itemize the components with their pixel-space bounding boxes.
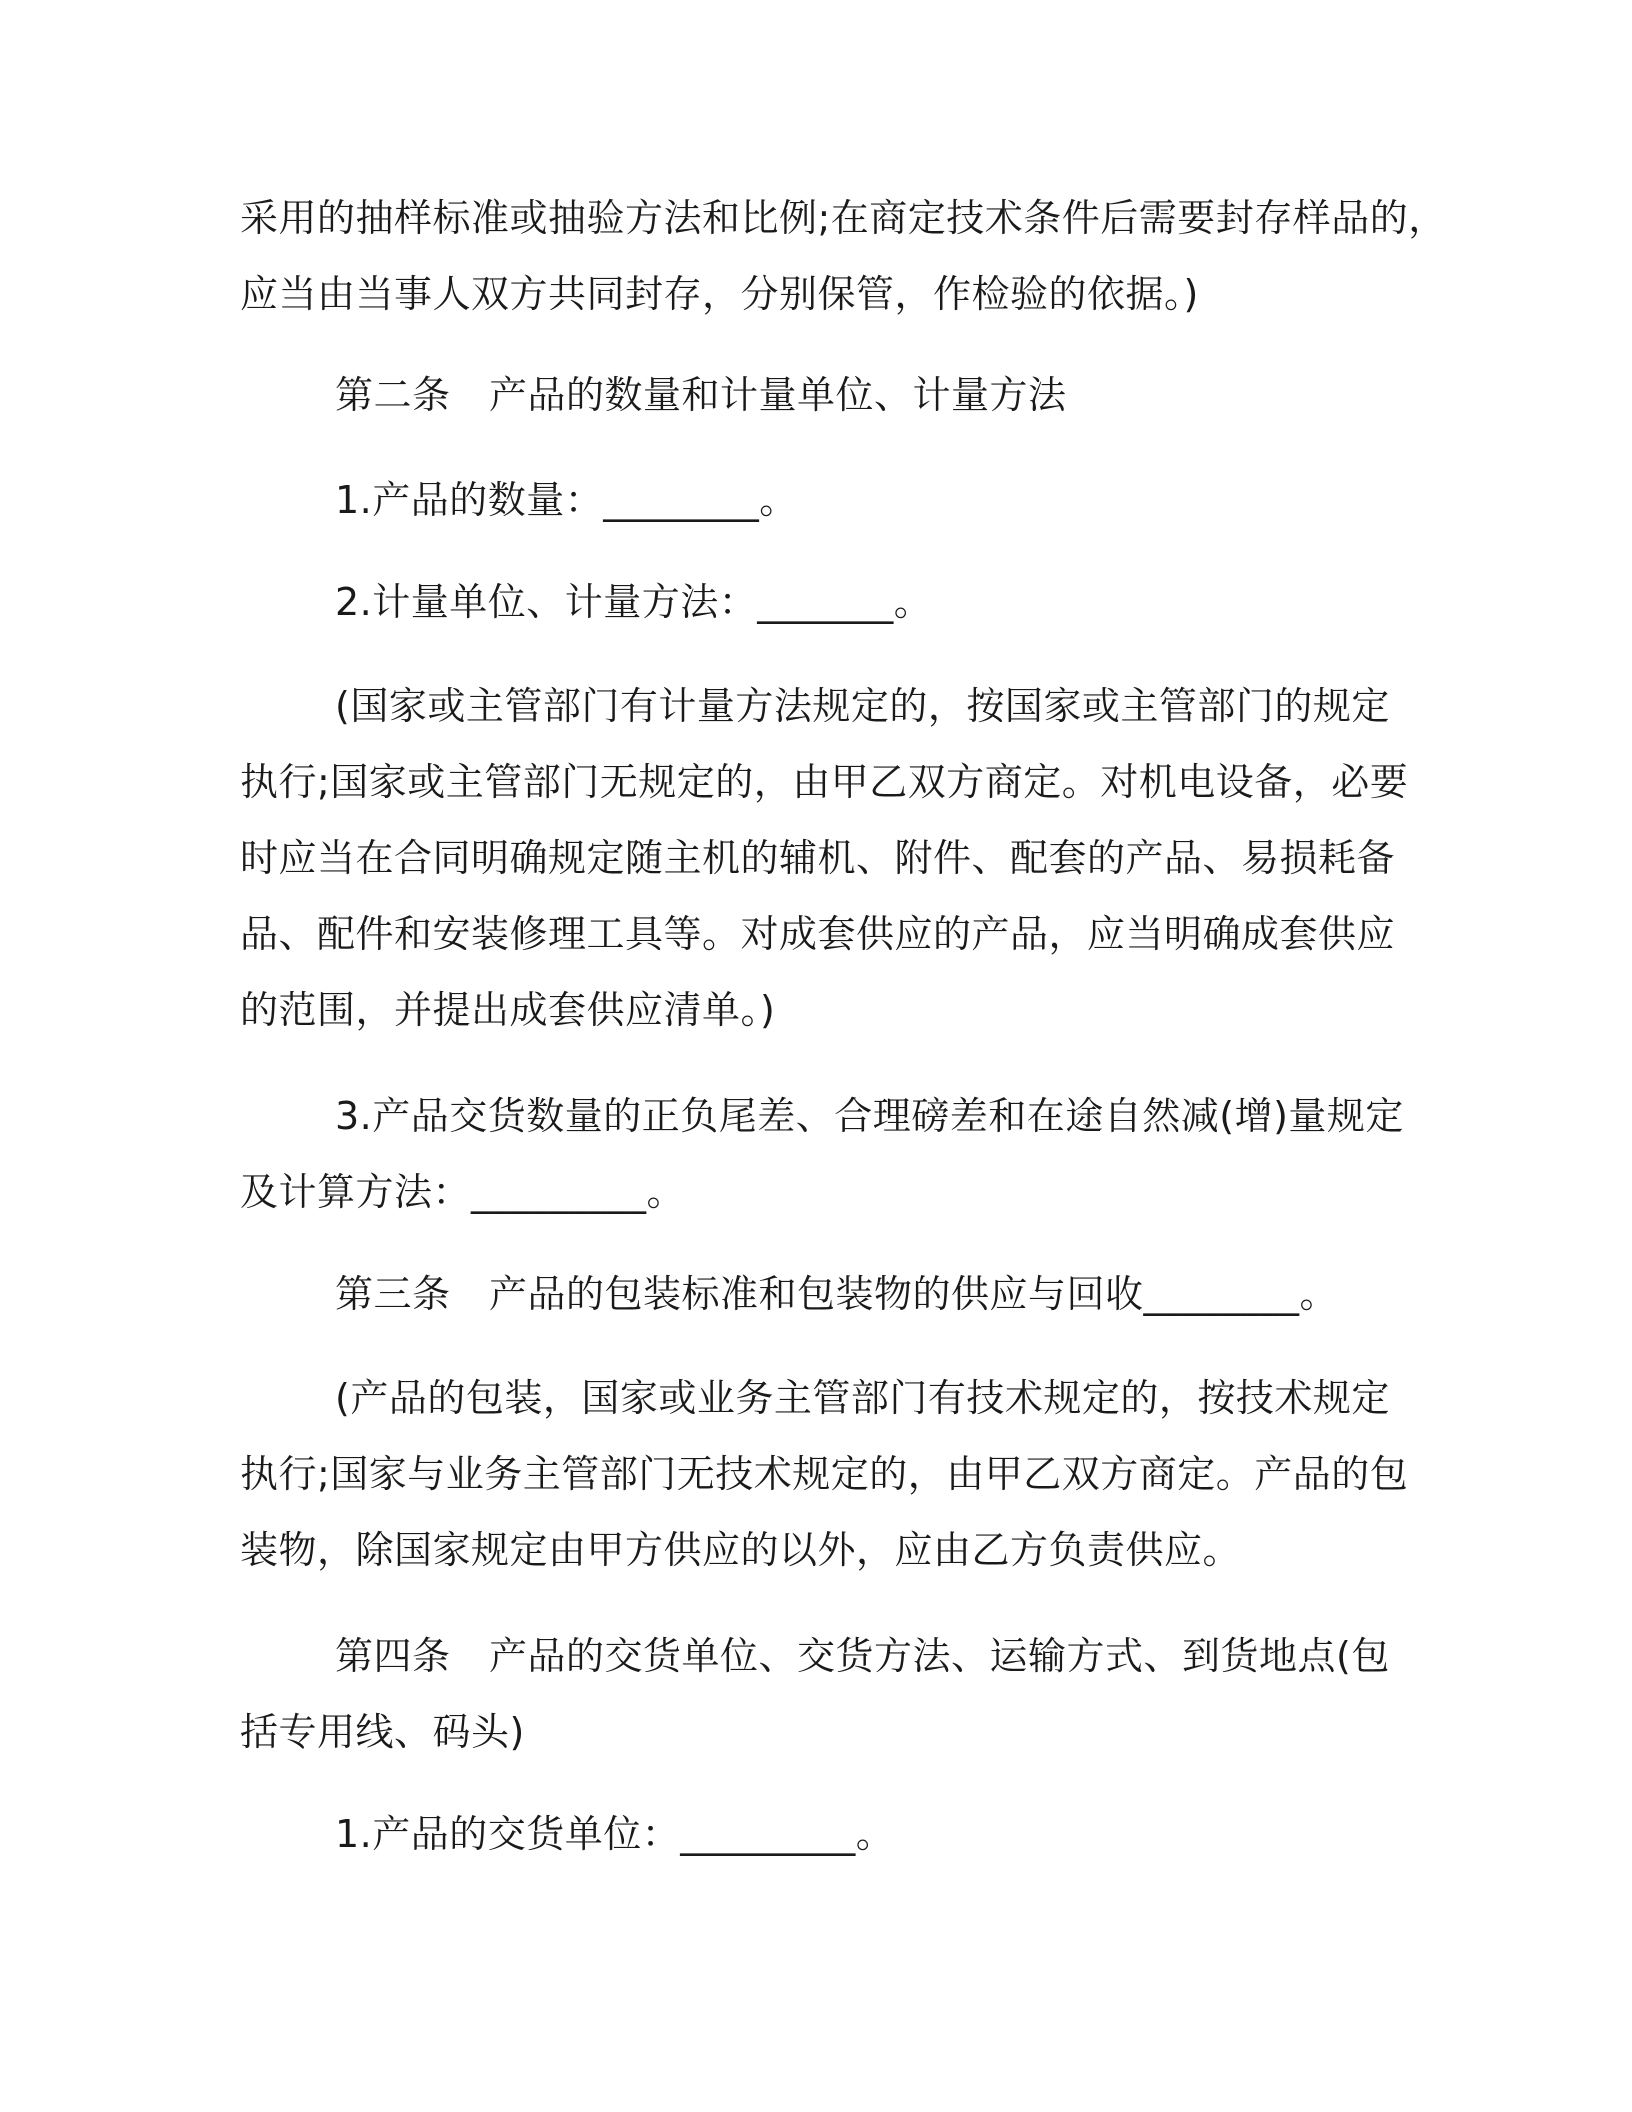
section-heading: 第二条 产品的数量和计量单位、计量方法 — [335, 373, 1067, 417]
text-line: 1.产品的交货单位：_________。 — [335, 1812, 895, 1856]
section-heading: 第四条 产品的交货单位、交货方法、运输方式、到货地点(包 — [335, 1634, 1390, 1678]
text-line: 采用的抽样标准或抽验方法和比例;在商定技术条件后需要封存样品的， — [240, 196, 1447, 240]
section-heading: 第三条 产品的包装标准和包装物的供应与回收________。 — [335, 1272, 1339, 1316]
text-line: 1.产品的数量：________。 — [335, 478, 798, 522]
text-line: 执行;国家与业务主管部门无技术规定的，由甲乙双方商定。产品的包 — [240, 1452, 1409, 1496]
text-line: 应当由当事人双方共同封存，分别保管，作检验的依据。) — [240, 272, 1199, 316]
text-line: 的范围，并提出成套供应清单。) — [240, 988, 776, 1032]
text-line: 时应当在合同明确规定随主机的辅机、附件、配套的产品、易损耗备 — [240, 836, 1396, 880]
text-line: (国家或主管部门有计量方法规定的，按国家或主管部门的规定 — [335, 684, 1390, 728]
text-line: 3.产品交货数量的正负尾差、合理磅差和在途自然减(增)量规定 — [335, 1094, 1404, 1138]
text-line: (产品的包装，国家或业务主管部门有技术规定的，按技术规定 — [335, 1376, 1390, 1420]
text-line: 装物，除国家规定由甲方供应的以外，应由乙方负责供应。 — [240, 1528, 1242, 1572]
text-line: 括专用线、码头) — [240, 1710, 525, 1754]
text-line: 执行;国家或主管部门无规定的，由甲乙双方商定。对机电设备，必要 — [240, 760, 1409, 804]
text-line: 品、配件和安装修理工具等。对成套供应的产品，应当明确成套供应 — [240, 912, 1396, 956]
text-line: 2.计量单位、计量方法：_______。 — [335, 580, 933, 624]
text-line: 及计算方法：_________。 — [240, 1170, 686, 1214]
